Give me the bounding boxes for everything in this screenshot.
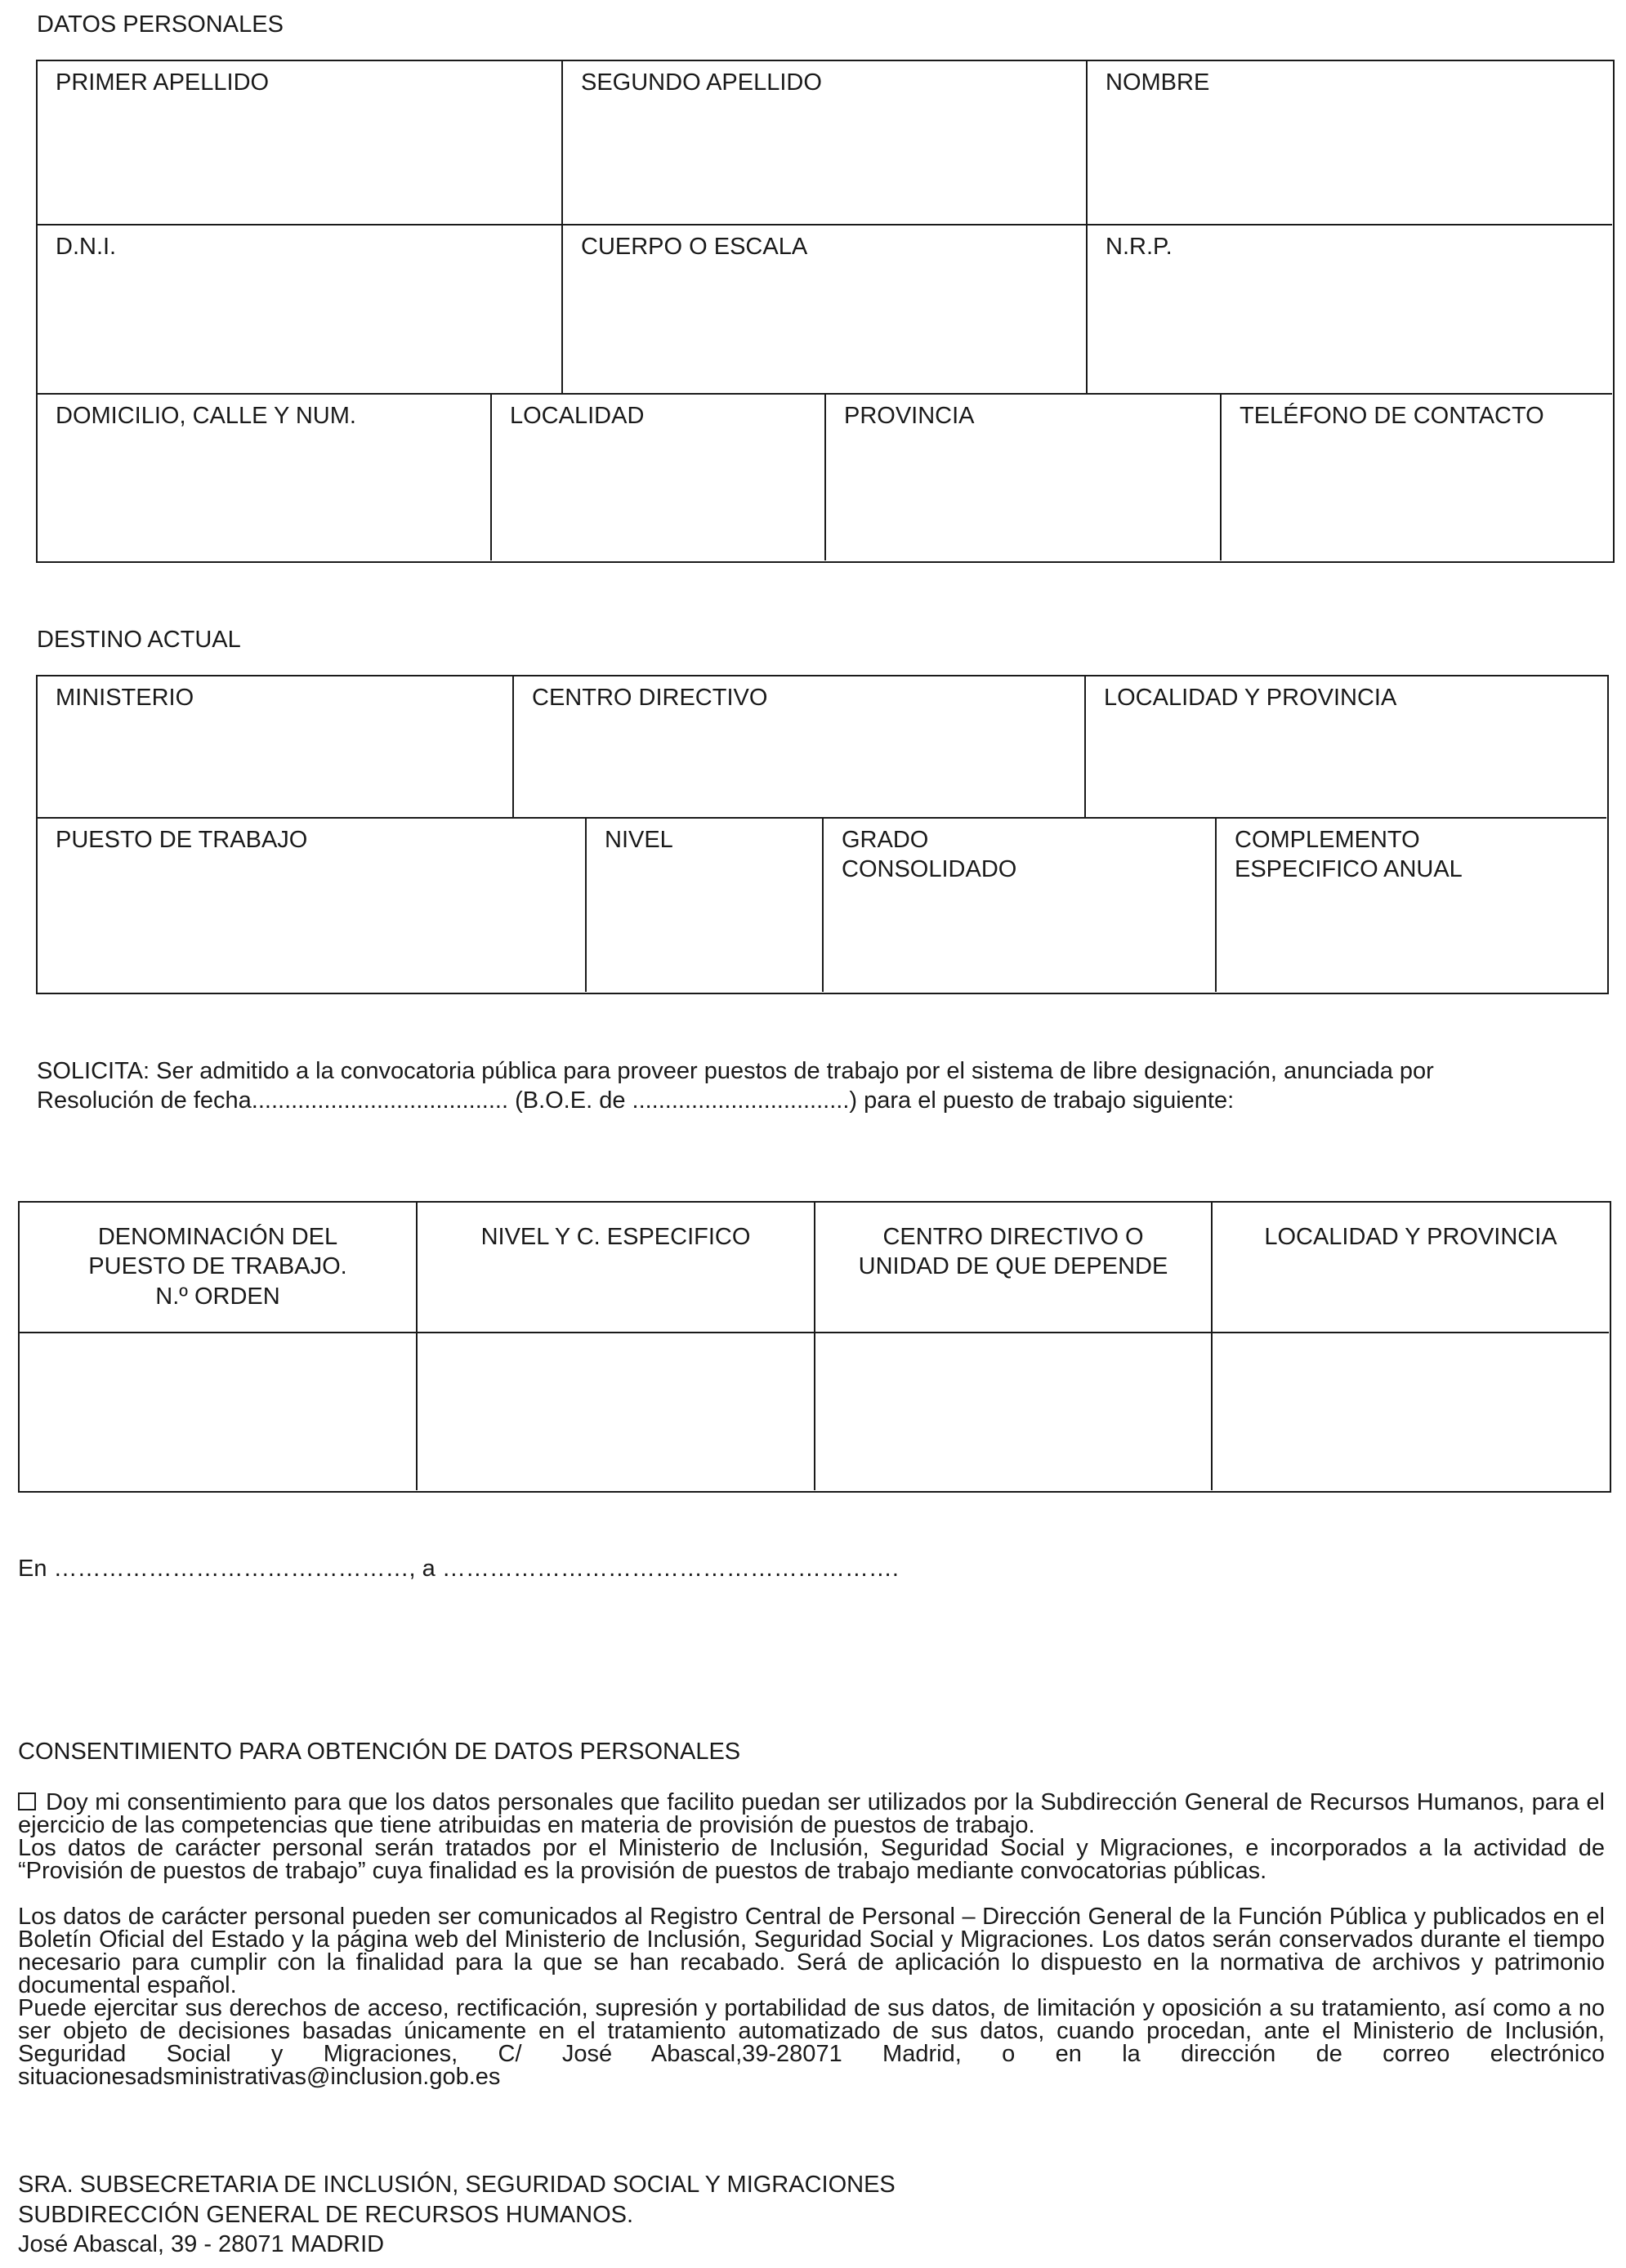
puesto-trabajo-field[interactable] (38, 819, 587, 992)
destinatario-address (18, 2170, 896, 2260)
provincia-label: PROVINCIA (844, 403, 975, 429)
dni-field[interactable] (38, 225, 563, 395)
nivel-field[interactable] (587, 819, 824, 992)
nivel-especifico-header-label: NIVEL Y C. ESPECIFICO (480, 1224, 751, 1250)
dni-label: D.N.I. (56, 234, 117, 260)
nivel-especifico-input-cell[interactable] (418, 1333, 815, 1490)
denominacion-input-cell[interactable] (20, 1333, 418, 1490)
complemento-especifico-field[interactable] (1217, 819, 1606, 992)
domicilio-label: DOMICILIO, CALLE Y NUM. (56, 403, 356, 429)
solicita-paragraph (37, 1056, 1610, 1116)
nrp-field[interactable] (1088, 225, 1612, 395)
localidad-provincia-header (1213, 1203, 1609, 1333)
consentimiento-checkbox-paragraph (18, 1791, 1605, 1837)
puesto-solicitado-table (18, 1201, 1611, 1493)
localidad-label: LOCALIDAD (510, 403, 645, 429)
localidad-provincia-header-label: LOCALIDAD Y PROVINCIA (1264, 1224, 1557, 1250)
consentimiento-checkbox-text: Doy mi consentimiento para que los datos personales que facilito puedan ser utilizados por la Subdirección General de Recursos Humanos, para el ejercicio de las competencias que tiene atribuidas en materia de provisión de puestos de trabajo. (18, 1789, 1605, 1839)
address-line-3: José Abascal, 39 - 28071 MADRID (18, 2231, 385, 2258)
nivel-especifico-header (418, 1203, 815, 1333)
grado-consolidado-field[interactable] (824, 819, 1217, 992)
solicita-line-2: Resolución de fecha....................................... (B.O.E. de .................................) para el puesto de trabajo siguiente: (37, 1087, 1235, 1114)
datos-personales-heading: DATOS PERSONALES (37, 11, 284, 38)
localidad-provincia-input-cell[interactable] (1213, 1333, 1609, 1490)
domicilio-field[interactable] (38, 395, 492, 560)
nombre-label: NOMBRE (1106, 69, 1210, 96)
nivel-label: NIVEL (605, 827, 673, 853)
lugar-fecha-line[interactable]: En ………………………………………, a …………………………………………………. (18, 1556, 899, 1582)
segundo-apellido-label: SEGUNDO APELLIDO (581, 69, 822, 96)
telefono-field[interactable] (1222, 395, 1612, 560)
telefono-label: TELÉFONO DE CONTACTO (1240, 403, 1544, 429)
cuerpo-escala-field[interactable] (563, 225, 1088, 395)
ministerio-label: MINISTERIO (56, 685, 194, 711)
consentimiento-paragraph-3: Puede ejercitar sus derechos de acceso, rectificación, supresión y portabilidad de sus datos, de limitación y oposición a su tratamiento, así como a no ser objeto de decisiones basadas únicamente en el tratamiento automatizado de sus datos, cuando procedan, ante el Ministerio de Inclusión, Seguridad Social y Migraciones, C/ José Abascal,39-28071 Madrid, o en la dirección de correo electrónico situacionesadsministrativas@inclusion.gob.es (18, 1995, 1605, 2091)
localidad-field[interactable] (492, 395, 826, 560)
centro-unidad-input-cell[interactable] (815, 1333, 1213, 1490)
complemento-especifico-label: COMPLEMENTO ESPECIFICO ANUAL (1235, 827, 1463, 883)
address-line-2: SUBDIRECCIÓN GENERAL DE RECURSOS HUMANOS. (18, 2201, 634, 2228)
destino-actual-heading: DESTINO ACTUAL (37, 627, 241, 653)
localidad-provincia-field[interactable] (1086, 676, 1606, 819)
centro-unidad-header-label: CENTRO DIRECTIVO O UNIDAD DE QUE DEPENDE (858, 1224, 1168, 1280)
localidad-provincia-label: LOCALIDAD Y PROVINCIA (1104, 685, 1397, 711)
centro-directivo-field[interactable] (514, 676, 1086, 819)
ministerio-field[interactable] (38, 676, 514, 819)
destino-actual-grid (36, 675, 1609, 994)
address-line-1: SRA. SUBSECRETARIA DE INCLUSIÓN, SEGURIDAD SOCIAL Y MIGRACIONES (18, 2172, 896, 2198)
solicita-line-1: SOLICITA: Ser admitido a la convocatoria pública para proveer puestos de trabajo por el sistema de libre designación, anunciada por (37, 1058, 1434, 1084)
cuerpo-escala-label: CUERPO O ESCALA (581, 234, 808, 260)
consentimiento-heading: CONSENTIMIENTO PARA OBTENCIÓN DE DATOS PERSONALES (18, 1739, 741, 1765)
consent-checkbox[interactable] (18, 1793, 36, 1810)
nrp-label: N.R.P. (1106, 234, 1173, 260)
segundo-apellido-field[interactable] (563, 61, 1088, 225)
denominacion-header-label: DENOMINACIÓN DEL PUESTO DE TRABAJO. N.º ORDEN (88, 1224, 347, 1310)
centro-directivo-label: CENTRO DIRECTIVO (532, 685, 768, 711)
denominacion-header (20, 1203, 418, 1333)
primer-apellido-label: PRIMER APELLIDO (56, 69, 270, 96)
consentimiento-paragraph-1: Los datos de carácter personal serán tratados por el Ministerio de Inclusión, Seguridad Social y Migraciones, e incorporados a la actividad de “Provisión de puestos de trabajo” cuya finalidad es la provisión de puestos de trabajo mediante convocatorias públicas. (18, 1835, 1605, 1885)
nombre-field[interactable] (1088, 61, 1612, 225)
grado-consolidado-label: GRADO CONSOLIDADO (842, 827, 1017, 883)
puesto-trabajo-label: PUESTO DE TRABAJO (56, 827, 308, 853)
consentimiento-paragraph-2: Los datos de carácter personal pueden ser comunicados al Registro Central de Personal – Dirección General de la Función Pública y publicados en el Boletín Oficial del Estado y la página web del Ministerio de Inclusión, Seguridad Social y Migraciones. Los datos serán conservados durante el tiempo necesario para cumplir con la finalidad para la que se han recabado. Será de aplicación lo dispuesto en la normativa de archivos y patrimonio documental español. (18, 1903, 1605, 1998)
consentimiento-body (18, 1791, 1605, 2089)
datos-personales-grid (36, 60, 1615, 563)
primer-apellido-field[interactable] (38, 61, 563, 225)
centro-unidad-header (815, 1203, 1213, 1333)
provincia-field[interactable] (826, 395, 1222, 560)
